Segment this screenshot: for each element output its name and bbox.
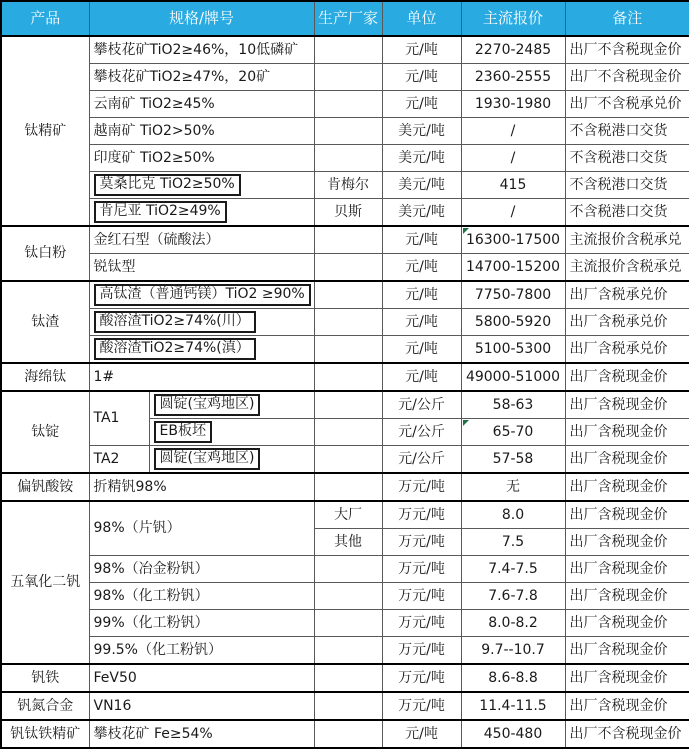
cell-spec: 99%（化工粉钒） — [89, 610, 314, 637]
cell-note: 出厂不含税现金价 — [565, 36, 689, 64]
cell-maker — [314, 254, 382, 282]
cell-note: 出厂含税现金价 — [565, 391, 689, 419]
cell-price: 49000-51000 — [461, 363, 565, 391]
cell-note: 不含税港口交货 — [565, 199, 689, 227]
cell-product: 钛精矿 — [1, 36, 89, 226]
table-row — [1, 254, 689, 282]
cell-product: 钛白粉 — [1, 226, 89, 281]
highlight-box: EB板坯 — [154, 421, 212, 443]
cell-maker — [314, 226, 382, 254]
cell-price: 2270-2485 — [461, 36, 565, 64]
table-row — [1, 583, 689, 610]
cell-note: 主流报价含税承兑 — [565, 254, 689, 282]
cell-note: 不含税港口交货 — [565, 118, 689, 145]
cell-spec: VN16 — [89, 692, 314, 720]
highlight-box: 圆锭(宝鸡地区) — [154, 394, 261, 416]
cell-maker — [314, 583, 382, 610]
cell-note: 主流报价含税承兑 — [565, 226, 689, 254]
cell-unit: 元/公斤 — [382, 419, 461, 446]
cell-spec: 锐钛型 — [89, 254, 314, 282]
cell-spec: 99.5%（化工粉钒） — [89, 637, 314, 665]
cell-spec — [89, 281, 314, 309]
cell-maker: 贝斯 — [314, 199, 382, 227]
cell-spec: 云南矿 TiO2≥45% — [89, 91, 314, 118]
table-row — [1, 64, 689, 91]
cell-product: 海绵钛 — [1, 363, 89, 391]
cell-unit: 万元/吨 — [382, 637, 461, 665]
table-row — [1, 91, 689, 118]
cell-maker — [314, 118, 382, 145]
cell-spec: FeV50 — [89, 664, 314, 692]
cell-unit: 元/公斤 — [382, 446, 461, 474]
cell-price: 58-63 — [461, 391, 565, 419]
table-row — [1, 610, 689, 637]
cell-price: 7.5 — [461, 529, 565, 556]
table-row — [1, 281, 689, 309]
cell-note: 出厂不含税承兑价 — [565, 91, 689, 118]
cell-price: / — [461, 199, 565, 227]
cell-spec_r — [149, 419, 314, 446]
cell-product: 钒钛铁精矿 — [1, 720, 89, 748]
cell-note: 出厂含税现金价 — [565, 610, 689, 637]
cell-product: 钒铁 — [1, 664, 89, 692]
cell-unit: 元/吨 — [382, 720, 461, 748]
cell-spec: 98%（片钒） — [89, 501, 314, 556]
cell-maker — [314, 363, 382, 391]
table-row — [1, 501, 689, 529]
cell-unit: 万元/吨 — [382, 473, 461, 501]
cell-spec_l: TA2 — [89, 446, 149, 474]
cell-unit: 万元/吨 — [382, 556, 461, 583]
cell-note: 出厂含税现金价 — [565, 583, 689, 610]
cell-price: 1930-1980 — [461, 91, 565, 118]
table-row — [1, 692, 689, 720]
cell-unit: 美元/吨 — [382, 118, 461, 145]
cell-maker — [314, 473, 382, 501]
cell-spec: 金红石型（硫酸法） — [89, 226, 314, 254]
table-row — [1, 199, 689, 227]
cell-price: 65-70 — [461, 419, 565, 446]
cell-spec_r — [149, 391, 314, 419]
cell-note: 出厂不含税现金价 — [565, 720, 689, 748]
table-row — [1, 172, 689, 199]
header-price: 主流报价 — [461, 1, 565, 36]
table-row — [1, 145, 689, 172]
cell-unit: 元/公斤 — [382, 391, 461, 419]
highlight-box: 圆锭(宝鸡地区) — [154, 448, 261, 470]
cell-spec: 攀枝花矿 Fe≥54% — [89, 720, 314, 748]
cell-price: 5800-5920 — [461, 309, 565, 336]
cell-unit: 元/吨 — [382, 363, 461, 391]
cell-unit: 美元/吨 — [382, 145, 461, 172]
cell-price: 7750-7800 — [461, 281, 565, 309]
cell-price: / — [461, 118, 565, 145]
cell-price: 16300-17500 — [461, 226, 565, 254]
table-row — [1, 309, 689, 336]
header-maker: 生产厂家 — [314, 1, 382, 36]
cell-unit: 万元/吨 — [382, 529, 461, 556]
green-corner-flag-icon — [463, 420, 469, 426]
cell-unit: 元/吨 — [382, 281, 461, 309]
header-note: 备注 — [565, 1, 689, 36]
cell-unit: 万元/吨 — [382, 664, 461, 692]
cell-maker — [314, 419, 382, 446]
highlight-box: 肯尼亚 TiO2≥49% — [94, 201, 227, 223]
cell-price: 8.0 — [461, 501, 565, 529]
table-header — [1, 1, 689, 36]
cell-unit: 元/吨 — [382, 226, 461, 254]
cell-spec — [89, 309, 314, 336]
cell-unit: 万元/吨 — [382, 692, 461, 720]
cell-price: 5100-5300 — [461, 336, 565, 364]
cell-spec_l: TA1 — [89, 391, 149, 446]
cell-note: 出厂含税现金价 — [565, 446, 689, 474]
cell-spec: 98%（化工粉钒） — [89, 583, 314, 610]
cell-price: 415 — [461, 172, 565, 199]
cell-price: 11.4-11.5 — [461, 692, 565, 720]
cell-unit: 元/吨 — [382, 254, 461, 282]
cell-spec — [89, 336, 314, 364]
table-body — [1, 36, 689, 748]
cell-maker — [314, 446, 382, 474]
cell-maker: 肯梅尔 — [314, 172, 382, 199]
cell-note: 出厂含税承兑价 — [565, 336, 689, 364]
cell-note: 出厂含税现金价 — [565, 529, 689, 556]
cell-product: 钛渣 — [1, 281, 89, 363]
cell-maker — [314, 610, 382, 637]
cell-product: 钛锭 — [1, 391, 89, 473]
cell-maker — [314, 664, 382, 692]
cell-maker — [314, 637, 382, 665]
header-unit: 单位 — [382, 1, 461, 36]
table-row — [1, 637, 689, 665]
cell-unit: 元/吨 — [382, 64, 461, 91]
cell-price: 7.4-7.5 — [461, 556, 565, 583]
cell-maker — [314, 556, 382, 583]
cell-spec: 越南矿 TiO2>50% — [89, 118, 314, 145]
cell-price: 450-480 — [461, 720, 565, 748]
cell-maker — [314, 281, 382, 309]
cell-price: 8.0-8.2 — [461, 610, 565, 637]
table-row — [1, 473, 689, 501]
cell-note: 出厂含税承兑价 — [565, 281, 689, 309]
cell-unit: 元/吨 — [382, 36, 461, 64]
cell-spec: 98%（冶金粉钒） — [89, 556, 314, 583]
cell-spec — [89, 199, 314, 227]
cell-unit: 元/吨 — [382, 309, 461, 336]
cell-maker — [314, 145, 382, 172]
cell-price: 无 — [461, 473, 565, 501]
cell-spec: 1# — [89, 363, 314, 391]
cell-note: 出厂含税现金价 — [565, 664, 689, 692]
cell-spec: 攀枝花矿TiO2≥47%，20矿 — [89, 64, 314, 91]
cell-spec: 折精钒98% — [89, 473, 314, 501]
cell-spec — [89, 172, 314, 199]
cell-note: 出厂含税现金价 — [565, 501, 689, 529]
cell-unit: 万元/吨 — [382, 610, 461, 637]
cell-price: 7.6-7.8 — [461, 583, 565, 610]
cell-price: 9.7--10.7 — [461, 637, 565, 665]
cell-maker — [314, 309, 382, 336]
cell-maker — [314, 692, 382, 720]
cell-price: 8.6-8.8 — [461, 664, 565, 692]
header-spec: 规格/牌号 — [89, 1, 314, 36]
table-row — [1, 363, 689, 391]
highlight-box: 莫桑比克 TiO2≥50% — [94, 174, 241, 196]
cell-note: 出厂含税承兑价 — [565, 309, 689, 336]
cell-note: 出厂含税现金价 — [565, 473, 689, 501]
cell-note: 出厂含税现金价 — [565, 556, 689, 583]
cell-maker — [314, 336, 382, 364]
cell-maker: 大厂 — [314, 501, 382, 529]
table-row — [1, 664, 689, 692]
cell-maker — [314, 91, 382, 118]
cell-note: 出厂不含税现金价 — [565, 64, 689, 91]
highlight-box: 酸溶渣TiO2≥74%(川） — [94, 311, 256, 333]
cell-spec_r — [149, 446, 314, 474]
cell-maker: 其他 — [314, 529, 382, 556]
highlight-box: 高钛渣（普通钙镁）TiO2 ≥90% — [94, 284, 311, 306]
cell-product: 钒氮合金 — [1, 692, 89, 720]
cell-note: 出厂含税现金价 — [565, 419, 689, 446]
cell-note: 出厂含税现金价 — [565, 363, 689, 391]
cell-maker — [314, 391, 382, 419]
cell-spec: 印度矿 TiO2≥50% — [89, 145, 314, 172]
cell-price: 2360-2555 — [461, 64, 565, 91]
cell-product: 偏钒酸铵 — [1, 473, 89, 501]
cell-note: 出厂含税现金价 — [565, 692, 689, 720]
cell-unit: 元/吨 — [382, 91, 461, 118]
cell-price: / — [461, 145, 565, 172]
cell-unit: 美元/吨 — [382, 199, 461, 227]
header-product: 产品 — [1, 1, 89, 36]
cell-price: 14700-15200 — [461, 254, 565, 282]
table-row — [1, 391, 689, 419]
cell-note: 不含税港口交货 — [565, 145, 689, 172]
cell-unit: 万元/吨 — [382, 501, 461, 529]
table-row — [1, 446, 689, 474]
table-row — [1, 336, 689, 364]
table-row — [1, 226, 689, 254]
cell-unit: 元/吨 — [382, 336, 461, 364]
green-corner-flag-icon — [463, 228, 469, 234]
cell-note: 出厂含税现金价 — [565, 637, 689, 665]
table-row — [1, 118, 689, 145]
cell-maker — [314, 64, 382, 91]
cell-unit: 万元/吨 — [382, 583, 461, 610]
highlight-box: 酸溶渣TiO2≥74%(滇） — [94, 338, 256, 360]
table-row — [1, 36, 689, 64]
table-row — [1, 556, 689, 583]
cell-note: 不含税港口交货 — [565, 172, 689, 199]
cell-price: 57-58 — [461, 446, 565, 474]
cell-spec: 攀枝花矿TiO2≥46%，10低磷矿 — [89, 36, 314, 64]
cell-maker — [314, 36, 382, 64]
cell-unit: 美元/吨 — [382, 172, 461, 199]
cell-product: 五氧化二钒 — [1, 501, 89, 664]
